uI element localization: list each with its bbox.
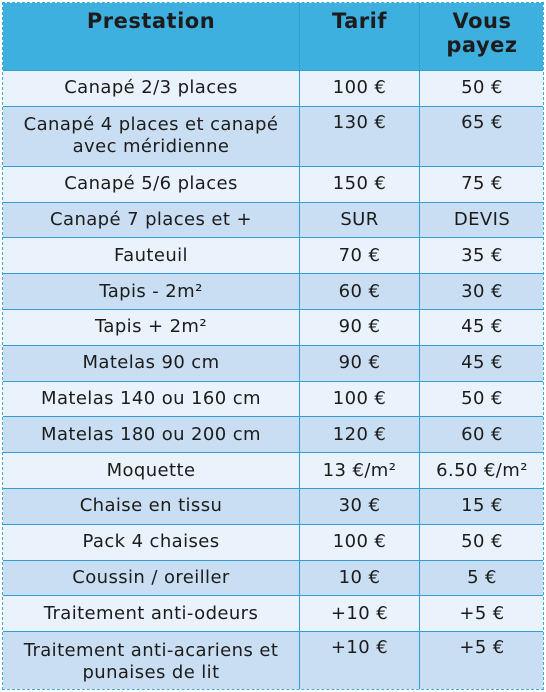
- price-cell: 90 €: [300, 309, 420, 345]
- price-cell: 100 €: [300, 524, 420, 560]
- price-table-frame: [2, 2, 544, 690]
- you-pay-cell: 50 €: [420, 524, 545, 560]
- service-cell: Moquette: [3, 453, 300, 489]
- price-cell: +10 €: [300, 596, 420, 632]
- table-row: [3, 381, 545, 417]
- you-pay-cell: 5 €: [420, 560, 545, 596]
- service-cell: Pack 4 chaises: [3, 524, 300, 560]
- service-cell: Matelas 90 cm: [3, 345, 300, 381]
- you-pay-cell: 60 €: [420, 417, 545, 453]
- you-pay-cell: 35 €: [420, 238, 545, 274]
- table-row: [3, 106, 545, 166]
- header-row: [3, 3, 545, 71]
- you-pay-cell: 75 €: [420, 166, 545, 202]
- table-row: [3, 417, 545, 453]
- price-cell: SUR: [300, 202, 420, 238]
- service-cell: Matelas 140 ou 160 cm: [3, 381, 300, 417]
- table-row: [3, 71, 545, 107]
- price-cell: 120 €: [300, 417, 420, 453]
- table-row: [3, 453, 545, 489]
- price-cell: 13 €/m²: [300, 453, 420, 489]
- price-table: [2, 2, 544, 690]
- table-row: [3, 632, 545, 690]
- price-cell: +10 €: [300, 632, 420, 690]
- you-pay-cell: 45 €: [420, 345, 545, 381]
- service-cell: Canapé 5/6 places: [3, 166, 300, 202]
- price-cell: 60 €: [300, 274, 420, 310]
- table-row: [3, 166, 545, 202]
- table-row: [3, 345, 545, 381]
- table-header: [3, 3, 545, 71]
- service-cell: Canapé 7 places et +: [3, 202, 300, 238]
- price-cell: 70 €: [300, 238, 420, 274]
- service-cell: Tapis + 2m²: [3, 309, 300, 345]
- header-price: Tarif: [300, 3, 420, 71]
- service-cell: Canapé 2/3 places: [3, 71, 300, 107]
- header-service: Prestation: [3, 3, 300, 71]
- table-row: [3, 202, 545, 238]
- service-cell: Fauteuil: [3, 238, 300, 274]
- you-pay-cell: DEVIS: [420, 202, 545, 238]
- table-row: [3, 309, 545, 345]
- price-cell: 150 €: [300, 166, 420, 202]
- price-cell: 90 €: [300, 345, 420, 381]
- header-you-pay: Vous payez: [420, 3, 545, 71]
- price-cell: 30 €: [300, 488, 420, 524]
- table-row: [3, 238, 545, 274]
- price-cell: 100 €: [300, 71, 420, 107]
- you-pay-cell: 30 €: [420, 274, 545, 310]
- you-pay-cell: 50 €: [420, 381, 545, 417]
- service-cell: Traitement anti-acariens et punaises de lit: [3, 632, 300, 690]
- you-pay-cell: 45 €: [420, 309, 545, 345]
- table-row: [3, 596, 545, 632]
- service-cell: Tapis - 2m²: [3, 274, 300, 310]
- you-pay-cell: 6.50 €/m²: [420, 453, 545, 489]
- you-pay-cell: 65 €: [420, 106, 545, 166]
- you-pay-cell: +5 €: [420, 596, 545, 632]
- service-cell: Coussin / oreiller: [3, 560, 300, 596]
- service-cell: Canapé 4 places et canapé avec méridienne: [3, 106, 300, 166]
- price-cell: 10 €: [300, 560, 420, 596]
- service-cell: Traitement anti-odeurs: [3, 596, 300, 632]
- price-cell: 130 €: [300, 106, 420, 166]
- service-cell: Matelas 180 ou 200 cm: [3, 417, 300, 453]
- you-pay-cell: +5 €: [420, 632, 545, 690]
- table-body: [3, 71, 545, 691]
- price-cell: 100 €: [300, 381, 420, 417]
- table-row: [3, 560, 545, 596]
- table-row: [3, 524, 545, 560]
- table-row: [3, 488, 545, 524]
- you-pay-cell: 50 €: [420, 71, 545, 107]
- service-cell: Chaise en tissu: [3, 488, 300, 524]
- table-row: [3, 274, 545, 310]
- you-pay-cell: 15 €: [420, 488, 545, 524]
